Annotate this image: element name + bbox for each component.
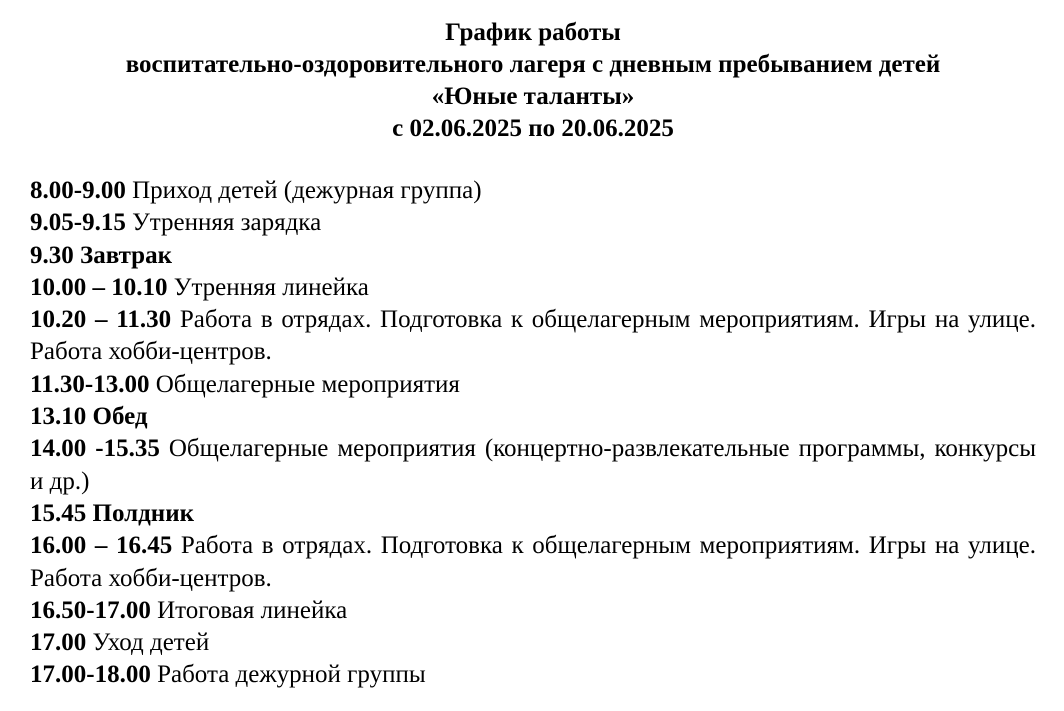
schedule-entry-meal [30,498,1036,530]
schedule-activity: Утренняя зарядка [132,209,322,237]
schedule-activity: Уход детей [92,629,210,657]
schedule-time: 10.20 – 11.30 [30,306,172,334]
header-camp-name: «Юные таланты» [431,83,635,110]
schedule-entry [30,595,1036,627]
schedule-time: 10.00 – 10.10 [30,273,168,301]
schedule-activity: Итоговая линейка [157,596,348,624]
schedule-time: 8.00-9.00 [30,177,126,204]
schedule-time: 13.10 [30,403,87,431]
schedule-entry [30,207,1036,239]
schedule-time: 11.30-13.00 [30,370,150,398]
schedule-time: 17.00-18.00 [30,661,151,689]
schedule-activity: Работа в отрядах. Подготовка к общелагерным мероприятиям. Игры на улице. Работа хобби-центров. [30,306,1037,366]
schedule-entry-meal [30,401,1036,433]
schedule-entry [30,530,1036,595]
schedule-entry-meal [30,240,1036,272]
schedule-activity: Работа в отрядах. Подготовка к общелагерным мероприятиям. Игры на улице. Работа хобби-центров. [30,532,1037,592]
schedule-time: 15.45 [30,499,87,527]
schedule-activity: Завтрак [80,241,172,269]
schedule-entry [30,304,1036,369]
schedule-activity: Полдник [92,499,195,527]
header-camp-type: воспитательно-оздоровительного лагеря с дневным пребыванием детей [125,51,941,78]
schedule-activity: Работа дежурной группы [157,661,426,689]
schedule-activity: Приход детей (дежурная группа) [132,177,482,204]
schedule-entry [30,433,1036,498]
schedule-activity: Обед [92,403,148,431]
schedule-activity: Утренняя линейка [173,273,369,301]
schedule-time: 16.50-17.00 [30,596,151,624]
schedule-time: 9.30 [30,241,74,269]
schedule-time: 14.00 -15.35 [30,435,160,463]
schedule-entry [30,272,1036,304]
schedule-entry [30,369,1036,401]
schedule-activity: Общелагерные мероприятия [155,370,460,398]
document-header [30,17,1036,145]
schedule-list [30,175,1036,692]
schedule-entry [30,627,1036,659]
schedule-time: 9.05-9.15 [30,209,126,237]
schedule-entry [30,659,1036,691]
schedule-entry [30,175,1036,207]
header-date-range: с 02.06.2025 по 20.06.2025 [392,115,674,142]
schedule-time: 17.00 [30,629,87,657]
schedule-time: 16.00 – 16.45 [30,532,173,560]
schedule-activity: Общелагерные мероприятия (концертно-развлекательные программы, конкурсы и др.) [30,435,1036,495]
header-title: График работы [445,19,621,46]
